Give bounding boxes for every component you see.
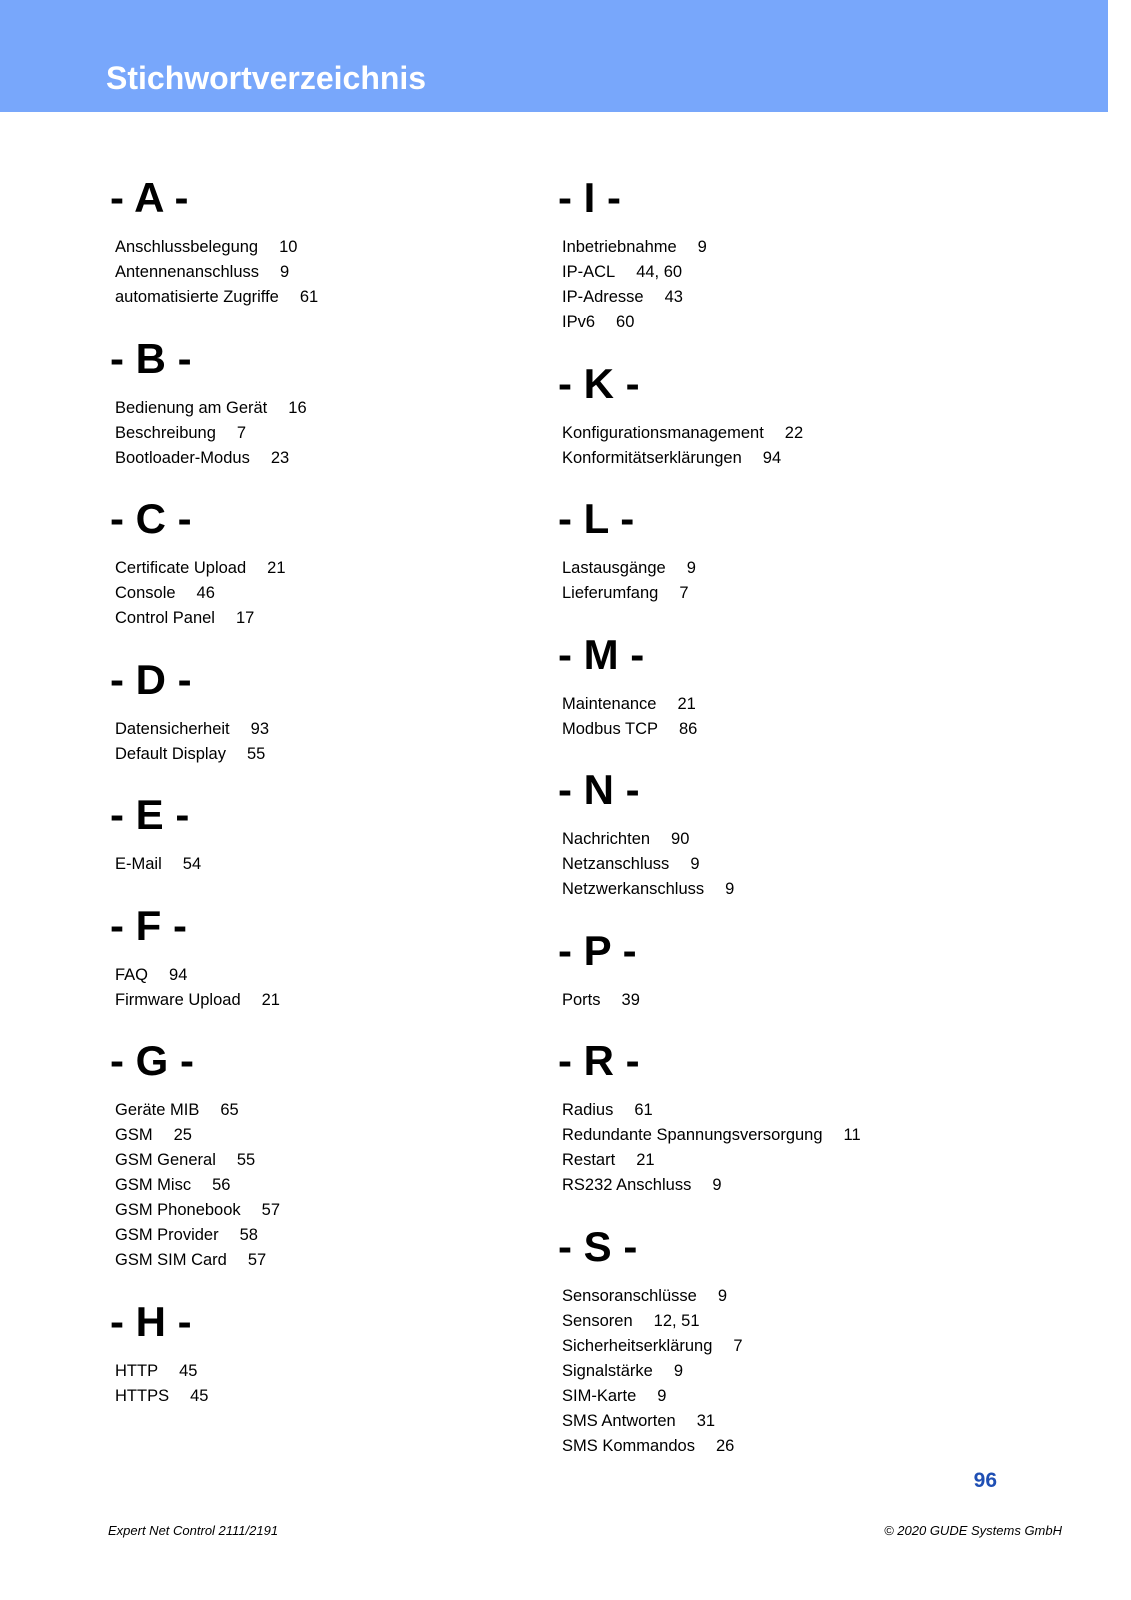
section-heading-l: - L -	[558, 495, 635, 542]
entry-page-numbers: 55	[236, 1151, 256, 1169]
entry-term: Console	[115, 584, 176, 602]
entry-term: Nachrichten	[562, 830, 651, 848]
section-heading-d: - D -	[110, 655, 192, 703]
index-entry	[558, 1098, 1078, 1123]
index-entry	[110, 606, 530, 631]
entry-page-numbers: 93	[250, 719, 270, 738]
index-section-n	[558, 765, 1078, 902]
entry-term: Certificate Upload	[115, 559, 247, 577]
index-entry	[110, 1223, 530, 1248]
entry-page-numbers: 60	[616, 313, 635, 331]
index-entry	[110, 963, 530, 988]
entry-term: FAQ	[115, 965, 149, 984]
index-entry	[558, 717, 1078, 742]
index-entry	[558, 1409, 1078, 1434]
entry-term: IPv6	[562, 313, 596, 331]
entry-term: Modbus TCP	[562, 719, 658, 738]
entry-page-numbers: 31	[696, 1411, 716, 1430]
entry-page-numbers: 54	[182, 855, 202, 873]
entry-page-numbers: 39	[621, 990, 640, 1009]
footer-product-name: Expert Net Control 2111/2191	[108, 1523, 279, 1538]
entry-page-numbers: 9	[725, 880, 735, 898]
section-heading-s: - S -	[558, 1222, 638, 1270]
entry-page-numbers: 9	[717, 1286, 728, 1305]
section-heading-r: - R -	[558, 1037, 640, 1084]
entry-term: Sensoren	[562, 1311, 633, 1330]
index-entry	[110, 260, 530, 285]
index-entry	[558, 285, 1078, 310]
index-section-k	[558, 359, 1078, 471]
entry-page-numbers: 12, 51	[653, 1311, 700, 1330]
entry-page-numbers: 58	[239, 1226, 258, 1244]
entry-term: Radius	[562, 1101, 614, 1119]
entry-term: SIM-Karte	[562, 1386, 637, 1405]
entry-term: Firmware Upload	[115, 990, 241, 1009]
entry-page-numbers: 21	[636, 1151, 655, 1169]
index-entry	[558, 446, 1078, 471]
index-column-left	[110, 173, 530, 1432]
index-entry	[110, 1148, 530, 1173]
entry-page-numbers: 94	[762, 448, 782, 467]
index-section-r	[558, 1036, 1078, 1198]
entry-term: Control Panel	[115, 609, 215, 627]
index-entry	[558, 581, 1078, 606]
entry-page-numbers: 10	[279, 238, 298, 256]
index-section-d	[110, 655, 530, 767]
index-entry	[110, 1384, 530, 1409]
index-entry	[558, 877, 1078, 902]
entry-page-numbers: 7	[679, 584, 689, 602]
entry-page-numbers: 9	[697, 238, 707, 256]
index-section-e	[110, 790, 530, 877]
section-heading-h: - H -	[110, 1297, 192, 1345]
index-section-a	[110, 173, 530, 310]
index-column-right	[558, 173, 1078, 1482]
index-entry	[558, 556, 1078, 581]
index-entry	[558, 1284, 1078, 1309]
entry-page-numbers: 46	[196, 584, 215, 602]
entry-term: Netzanschluss	[562, 855, 670, 873]
entry-term: RS232 Anschluss	[562, 1176, 692, 1194]
index-entry	[110, 1359, 530, 1384]
entry-term: SMS Kommandos	[562, 1436, 695, 1455]
index-entry	[110, 285, 530, 310]
section-heading-b: - B -	[110, 334, 192, 382]
index-entry	[110, 581, 530, 606]
page-title: Stichwortverzeichnis	[106, 60, 427, 96]
entry-page-numbers: 94	[169, 965, 188, 984]
entry-page-numbers: 7	[733, 1336, 743, 1355]
section-heading-p: - P -	[558, 926, 637, 974]
entry-term: Antennenanschluss	[115, 263, 260, 281]
entry-page-numbers: 26	[715, 1436, 735, 1455]
entry-page-numbers: 17	[235, 609, 255, 627]
entry-term: GSM Misc	[115, 1176, 192, 1194]
index-entry	[558, 421, 1078, 446]
entry-term: Geräte MIB	[115, 1101, 200, 1119]
entry-term: GSM General	[115, 1151, 216, 1169]
index-section-p	[558, 926, 1078, 1013]
entry-term: Bootloader-Modus	[115, 448, 250, 467]
index-entry	[110, 1198, 530, 1223]
index-entry	[110, 446, 530, 471]
entry-term: Sensoranschlüsse	[562, 1286, 697, 1305]
entry-page-numbers: 55	[246, 744, 266, 763]
index-entry	[110, 1173, 530, 1198]
index-entry	[558, 235, 1078, 260]
entry-term: Lastausgänge	[562, 559, 666, 577]
entry-page-numbers: 21	[267, 559, 286, 577]
entry-term: GSM	[115, 1126, 153, 1144]
entry-page-numbers: 61	[299, 288, 319, 306]
section-heading-f: - F -	[110, 901, 187, 949]
header-band	[0, 0, 1108, 112]
entry-term: Default Display	[115, 744, 226, 763]
entry-page-numbers: 21	[677, 694, 696, 713]
index-section-b	[110, 334, 530, 471]
index-entry	[110, 235, 530, 260]
entry-page-numbers: 43	[664, 288, 683, 306]
index-entry	[110, 742, 530, 767]
entry-term: automatisierte Zugriffe	[115, 288, 279, 306]
section-heading-m: - M -	[558, 630, 645, 678]
index-entry	[110, 1098, 530, 1123]
index-entry	[558, 1173, 1078, 1198]
section-heading-k: - K -	[558, 359, 640, 407]
entry-page-numbers: 9	[280, 263, 290, 281]
entry-term: Signalstärke	[562, 1361, 653, 1380]
index-section-i	[558, 173, 1078, 335]
index-entry	[558, 988, 1078, 1013]
entry-page-numbers: 57	[247, 1251, 267, 1269]
index-section-m	[558, 630, 1078, 742]
index-entry	[110, 396, 530, 421]
entry-page-numbers: 23	[270, 448, 290, 467]
entry-page-numbers: 11	[843, 1126, 861, 1144]
entry-page-numbers: 86	[679, 719, 698, 738]
index-entry	[110, 556, 530, 581]
index-entry	[558, 260, 1078, 285]
index-section-c	[110, 494, 530, 631]
index-section-s	[558, 1222, 1078, 1459]
entry-term: Konformitätserklärungen	[562, 448, 742, 467]
entry-term: Restart	[562, 1151, 616, 1169]
entry-term: Anschlussbelegung	[115, 238, 259, 256]
entry-term: Sicherheitserklärung	[562, 1336, 713, 1355]
entry-page-numbers: 25	[173, 1126, 192, 1144]
entry-page-numbers: 61	[634, 1101, 653, 1119]
entry-page-numbers: 44, 60	[636, 263, 683, 281]
index-entry	[558, 692, 1078, 717]
entry-page-numbers: 56	[212, 1176, 231, 1194]
entry-page-numbers: 9	[673, 1361, 683, 1380]
entry-term: GSM Phonebook	[115, 1201, 241, 1219]
entry-page-numbers: 9	[657, 1386, 667, 1405]
index-entry	[558, 1384, 1078, 1409]
entry-term: Lieferumfang	[562, 584, 659, 602]
entry-term: Beschreibung	[115, 423, 216, 442]
section-heading-i: - I -	[558, 174, 621, 221]
entry-page-numbers: 7	[236, 423, 247, 442]
entry-term: HTTP	[115, 1361, 159, 1380]
entry-term: Netzwerkanschluss	[562, 880, 705, 898]
section-heading-e: - E -	[110, 791, 190, 838]
entry-page-numbers: 16	[288, 398, 307, 417]
entry-term: Konfigurationsmanagement	[562, 423, 764, 442]
entry-term: Bedienung am Gerät	[115, 398, 268, 417]
index-entry	[110, 988, 530, 1013]
section-heading-c: - C -	[110, 495, 192, 542]
index-section-l	[558, 494, 1078, 606]
entry-term: Redundante Spannungsversorgung	[562, 1126, 823, 1144]
entry-term: HTTPS	[115, 1386, 170, 1405]
index-entry	[110, 717, 530, 742]
entry-term: SMS Antworten	[562, 1411, 676, 1430]
index-section-h	[110, 1297, 530, 1409]
index-entry	[110, 1123, 530, 1148]
entry-page-numbers: 57	[261, 1201, 281, 1219]
index-entry	[558, 310, 1078, 335]
entry-page-numbers: 9	[686, 559, 696, 577]
entry-term: GSM Provider	[115, 1226, 219, 1244]
index-entry	[110, 421, 530, 446]
entry-term: GSM SIM Card	[115, 1251, 227, 1269]
section-heading-a: - A -	[110, 174, 189, 221]
section-heading-g: - G -	[110, 1037, 194, 1084]
footer-copyright: © 2020 GUDE Systems GmbH	[884, 1523, 1062, 1538]
index-section-g	[110, 1036, 530, 1273]
index-entry	[558, 852, 1078, 877]
entry-page-numbers: 22	[784, 423, 804, 442]
entry-term: IP-ACL	[562, 263, 616, 281]
page-number: 96	[973, 1469, 997, 1492]
index-entry	[558, 1148, 1078, 1173]
entry-page-numbers: 90	[671, 830, 690, 848]
index-entry	[558, 1359, 1078, 1384]
entry-page-numbers: 65	[220, 1101, 239, 1119]
index-entry	[110, 852, 530, 877]
entry-page-numbers: 9	[690, 855, 700, 873]
index-entry	[110, 1248, 530, 1273]
index-entry	[558, 827, 1078, 852]
entry-page-numbers: 9	[712, 1176, 722, 1194]
entry-page-numbers: 45	[179, 1361, 198, 1380]
index-entry	[558, 1334, 1078, 1359]
index-entry	[558, 1309, 1078, 1334]
entry-page-numbers: 45	[190, 1386, 209, 1405]
index-section-f	[110, 901, 530, 1013]
entry-term: IP-Adresse	[562, 288, 644, 306]
entry-page-numbers: 21	[261, 990, 280, 1009]
entry-term: E-Mail	[115, 855, 162, 873]
entry-term: Ports	[562, 990, 601, 1009]
entry-term: Maintenance	[562, 694, 657, 713]
index-entry	[558, 1434, 1078, 1459]
entry-term: Inbetriebnahme	[562, 238, 677, 256]
entry-term: Datensicherheit	[115, 719, 230, 738]
index-entry	[558, 1123, 1078, 1148]
section-heading-n: - N -	[558, 766, 640, 813]
